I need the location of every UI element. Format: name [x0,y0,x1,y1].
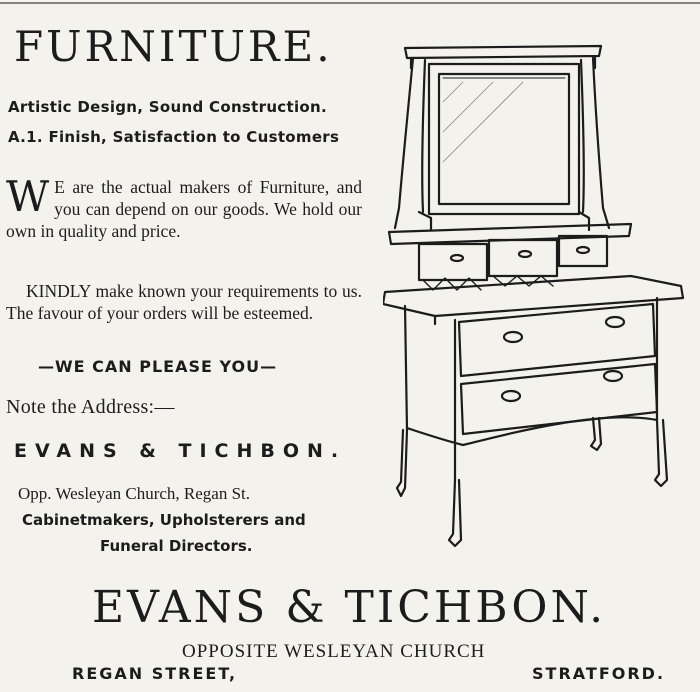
trades-line-1: Cabinetmakers, Upholsterers and [22,511,306,529]
footer-firm-name: EVANS & TICHBON. [92,582,607,633]
footer-street: REGAN STREET, [72,664,238,683]
advert-title: FURNITURE. [14,22,333,71]
drop-cap: W [6,172,50,221]
trades-line-2: Funeral Directors. [100,537,253,555]
address-note: Note the Address:— [6,396,175,418]
firm-name: EVANS & TICHBON. [14,440,347,462]
footer-town: STRATFORD. [532,664,666,683]
dressing-table-illustration [383,40,688,550]
paragraph-makers [6,172,362,242]
firm-address: Opp. Wesleyan Church, Regan St. [18,484,251,503]
footer-address: OPPOSITE WESLEYAN CHURCH [182,641,486,662]
slogan: —WE CAN PLEASE YOU— [38,357,278,376]
paragraph-kindly: KINDLY make known your requirements to us. The favour of your orders will be esteemed. [6,281,362,323]
paragraph-makers-text: E are the actual makers of Furniture, and you can depend on our goods. We hold our own in quality and price. [6,177,362,241]
tagline-design: Artistic Design, Sound Construction. [8,98,327,116]
top-rule [0,2,700,4]
tagline-finish: A.1. Finish, Satisfaction to Customers [8,128,340,146]
